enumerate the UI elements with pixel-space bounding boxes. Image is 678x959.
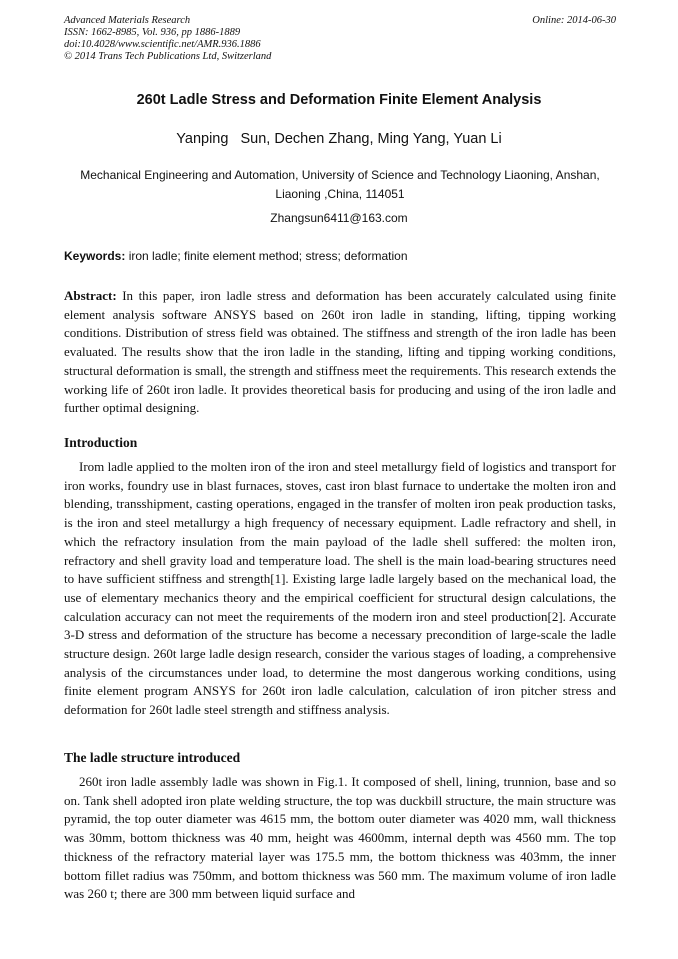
abstract	[64, 287, 616, 418]
introduction-paragraph: Irom ladle applied to the molten iron of the iron and steel metallurgy field of logistics and transport for iron works, foundry use in blast furnaces, stoves, cast iron blast furnace to undertake the molten iron and blending, transshipment, casting operations, engaged in the transfer of molten iron peak production tasks, is the iron and steel metallurgy a high frequency of necessary equipment. Ladle refractory and shell, in which the refractory insulation from the main payload of the ladle shell suffered: the molten iron, refractory and shell gravity load and temperature load. The shell is the main load-bearing structures need to have sufficient stiffness and strength[1]. Existing large ladle largely based on the mechanical load, the use of elementary mechanics theory and the empirical coefficient for structural design calculations, the calculation accuracy can not meet the requirements of the modern iron and steel production[2]. Accurate 3-D stress and deformation of the structure has become a necessary precondition of large-scale the ladle structure design. 260t large ladle design research, consider the various stages of loading, a comprehensive analysis of the circumstances under load, to determine the most dangerous working conditions, using finite element program ANSYS for 260t iron ladle calculation, calculation of iron pitcher stress and deformation for 260t ladle steel strength and stiffness analysis.	[64, 459, 616, 718]
author-list: Yanping Sun, Dechen Zhang, Ming Yang, Yuan Li	[176, 131, 502, 147]
ladle-structure-paragraph: 260t iron ladle assembly ladle was shown in Fig.1. It composed of shell, lining, trunnion, base and so on. Tank shell adopted iron plate welding structure, the top was duckbill structure, the main structure was pyramid, the top outer diameter was 4615 mm, the bottom outer diameter was 4020 mm, wall thickness was 30mm, bottom thickness was 40 mm, height was 4600mm, internal depth was 4560 mm. The top thickness of the refractory material layer was 175.5 mm, the bottom thickness was 403mm, the inner bottom fillet radius was 750mm, and bottom thickness was 560 mm. The maximum volume of iron ladle was 260 t; there are 300 mm between liquid surface and	[64, 774, 616, 902]
section-heading-introduction: Introduction	[64, 435, 138, 450]
online-date: Online: 2014-06-30	[532, 15, 616, 26]
issn-line: ISSN: 1662-8985, Vol. 936, pp 1886-1889	[64, 27, 241, 38]
author-email: Zhangsun6411@163.com	[270, 211, 408, 225]
abstract-label: Abstract:	[64, 288, 117, 303]
section-heading-ladle-structure: The ladle structure introduced	[64, 750, 241, 765]
affiliation: Mechanical Engineering and Automation, University of Science and Technology Liaoning, Anshan, Liaoning ,China, 114051	[80, 168, 600, 201]
abstract-text: In this paper, iron ladle stress and deformation has been accurately calculated using finite element analysis software ANSYS based on 260t iron ladle in standing, lifting, tipping working conditions. Distribution of stress field was obtained. The stiffness and strength of the iron ladle has been evaluated. The results show that the iron ladle in the standing, lifting and tipping working conditions, structural deformation is small, the strength and stiffness meet the requirements. This research extends the working life of 260t iron ladle. It provides theoretical basis for producing and using of the iron ladle and further optimal designing.	[64, 288, 616, 416]
keywords-text: iron ladle; finite element method; stress; deformation	[125, 249, 408, 263]
doi-line: doi:10.4028/www.scientific.net/AMR.936.1886	[64, 39, 261, 50]
copyright-line: © 2014 Trans Tech Publications Ltd, Switzerland	[64, 51, 272, 62]
journal-header	[64, 15, 616, 63]
keywords	[64, 249, 616, 263]
journal-name: Advanced Materials Research	[64, 15, 191, 26]
paper-title: 260t Ladle Stress and Deformation Finite Element Analysis	[136, 92, 542, 108]
keywords-label: Keywords:	[64, 249, 126, 263]
